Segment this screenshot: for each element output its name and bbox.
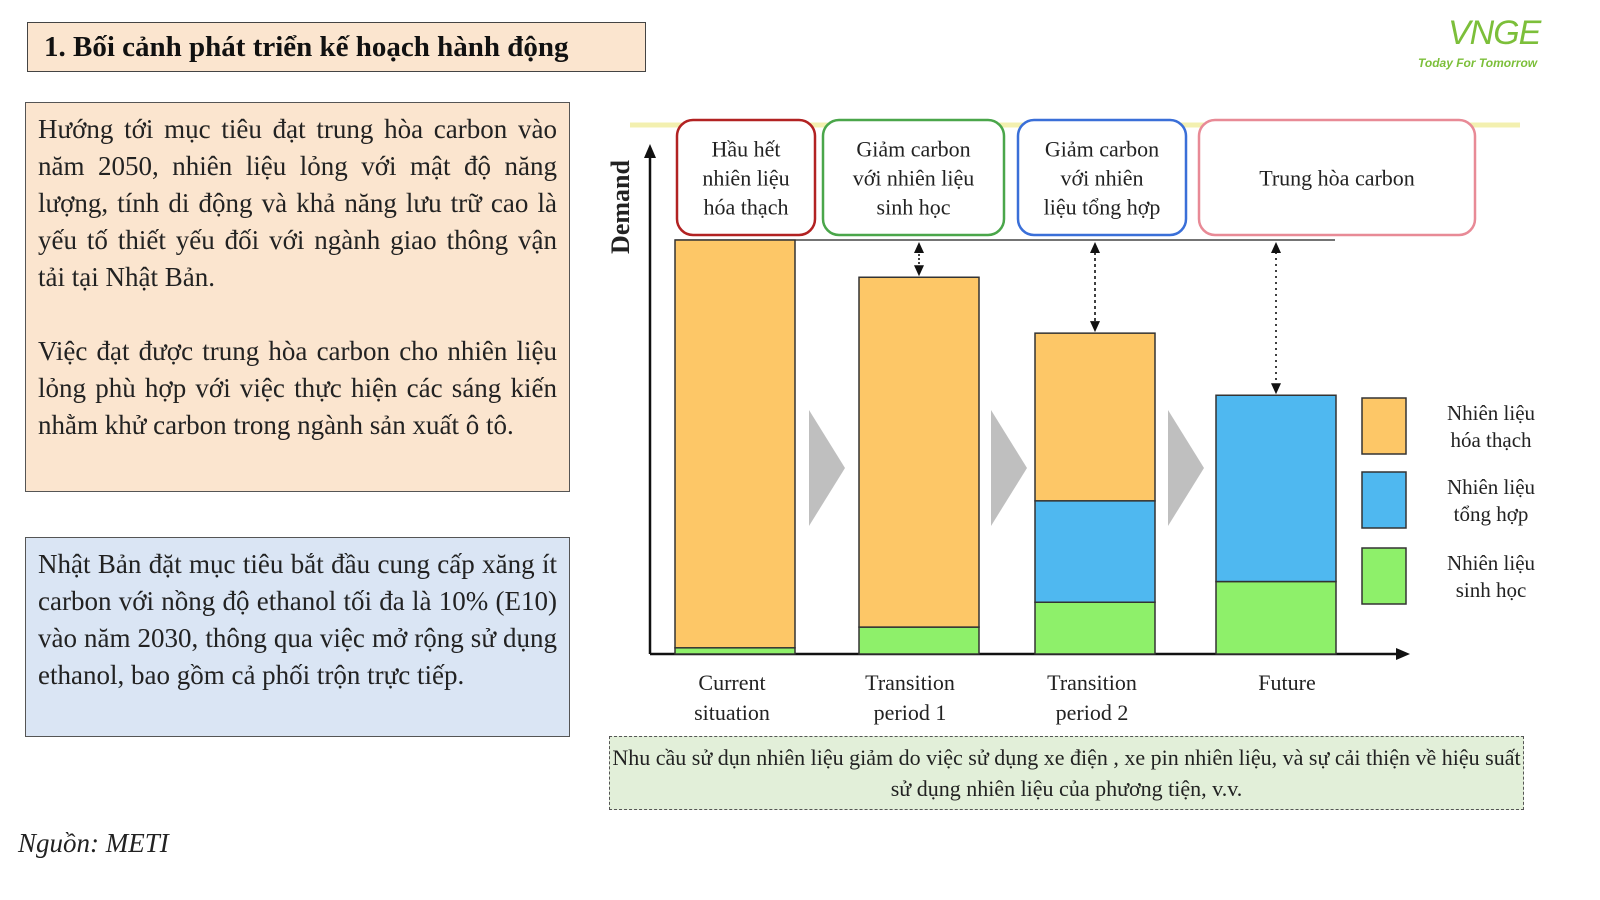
phase-chevron-2 — [1168, 410, 1204, 526]
legend-label-bio-line-1: sinh học — [1455, 578, 1527, 602]
category-label-2-line-1: period 2 — [1055, 700, 1129, 725]
y-axis-arrow — [644, 144, 656, 158]
reduction-arrowhead-down-1 — [914, 265, 924, 276]
bar-fossil-2 — [1035, 333, 1155, 501]
title-box — [27, 22, 646, 72]
reduction-arrowhead-down-2 — [1090, 321, 1100, 332]
phase-label-1-line-1: với nhiên liệu — [852, 165, 975, 191]
logo-slogan: Today For Tomorrow — [1418, 56, 1538, 70]
x-axis-arrow — [1396, 648, 1410, 660]
legend-label-fossil-line-1: hóa thạch — [1450, 428, 1532, 452]
category-label-1-line-0: Transition — [865, 670, 955, 695]
source-note: Nguồn: METI — [18, 828, 169, 858]
reduction-arrowhead-down-3 — [1271, 383, 1281, 394]
phase-label-0-line-1: nhiên liệu — [702, 165, 790, 191]
legend-label-synthetic-line-0: Nhiên liệu — [1446, 475, 1536, 499]
legend-swatch-bio — [1362, 548, 1406, 604]
legend-label-fossil-line-0: Nhiên liệu — [1446, 401, 1536, 425]
category-label-0-line-1: situation — [694, 700, 770, 725]
vnge-logo — [1412, 8, 1562, 78]
reduction-arrowhead-up-2 — [1090, 242, 1100, 253]
legend-label-synthetic-line-1: tổng hợp — [1453, 502, 1529, 526]
legend-swatch-synthetic — [1362, 472, 1406, 528]
context-box — [25, 102, 570, 492]
bar-bio-1 — [859, 627, 979, 654]
reduction-arrowhead-up-3 — [1271, 242, 1281, 253]
phase-label-1-line-2: sinh học — [876, 194, 951, 220]
target-paragraph: Nhật Bản đặt mục tiêu bắt đầu cung cấp xăng ít carbon với nồng độ ethanol tối đa là 10% (E10) vào năm 2030, thông qua việc mở rộng sử dụng ethanol, bao gồm cả phối trộn trực tiếp. — [38, 549, 557, 690]
logo-mark: VNGE — [1448, 14, 1541, 52]
bar-synthetic-2 — [1035, 501, 1155, 602]
category-label-2-line-0: Transition — [1047, 670, 1137, 695]
category-label-1-line-1: period 1 — [873, 700, 947, 725]
y-axis-label: Demand — [606, 160, 635, 254]
context-paragraph-1: Hướng tới mục tiêu đạt trung hòa carbon vào năm 2050, nhiên liệu lỏng với mật độ năng lượng, tính di động và khả năng lưu trữ cao là yếu tố thiết yếu đối với ngành giao thông vận tải tại Nhật Bản. — [38, 114, 557, 292]
phase-label-0-line-2: hóa thạch — [703, 194, 789, 220]
footnote-box: Nhu cầu sử dụn nhiên liệu giảm do việc sử dụng xe điện , xe pin nhiên liệu, và sự cải thiện về hiệu suất sử dụng nhiên liệu của phương tiện, v.v. — [609, 736, 1524, 810]
bar-bio-3 — [1216, 582, 1336, 654]
page-title: 1. Bối cảnh phát triển kế hoạch hành động — [44, 31, 569, 63]
bar-fossil-1 — [859, 277, 979, 627]
phase-label-0-line-0: Hầu hết — [711, 136, 781, 162]
phase-chevron-1 — [991, 410, 1027, 526]
target-box — [25, 537, 570, 737]
category-label-3-line-0: Future — [1258, 670, 1316, 695]
bar-bio-0 — [675, 648, 795, 654]
phase-chevron-0 — [809, 410, 845, 526]
reduction-arrowhead-up-1 — [914, 242, 924, 253]
context-paragraph-2: Việc đạt được trung hòa carbon cho nhiên liệu lỏng phù hợp với việc thực hiện các sáng kiến nhằm khử carbon trong ngành sản xuất ô tô. — [38, 336, 557, 440]
bar-bio-2 — [1035, 602, 1155, 654]
category-label-0-line-0: Current — [698, 670, 766, 695]
legend-label-bio-line-0: Nhiên liệu — [1446, 551, 1536, 575]
phase-label-2-line-2: liệu tổng hợp — [1043, 194, 1161, 220]
phase-label-3-line-0: Trung hòa carbon — [1259, 165, 1415, 191]
bar-synthetic-3 — [1216, 395, 1336, 581]
demand-chart — [595, 100, 1580, 730]
phase-label-1-line-0: Giảm carbon — [856, 136, 971, 162]
legend-swatch-fossil — [1362, 398, 1406, 454]
bar-fossil-0 — [675, 240, 795, 648]
phase-label-2-line-0: Giảm carbon — [1044, 136, 1160, 162]
phase-label-2-line-1: với nhiên — [1060, 165, 1144, 191]
